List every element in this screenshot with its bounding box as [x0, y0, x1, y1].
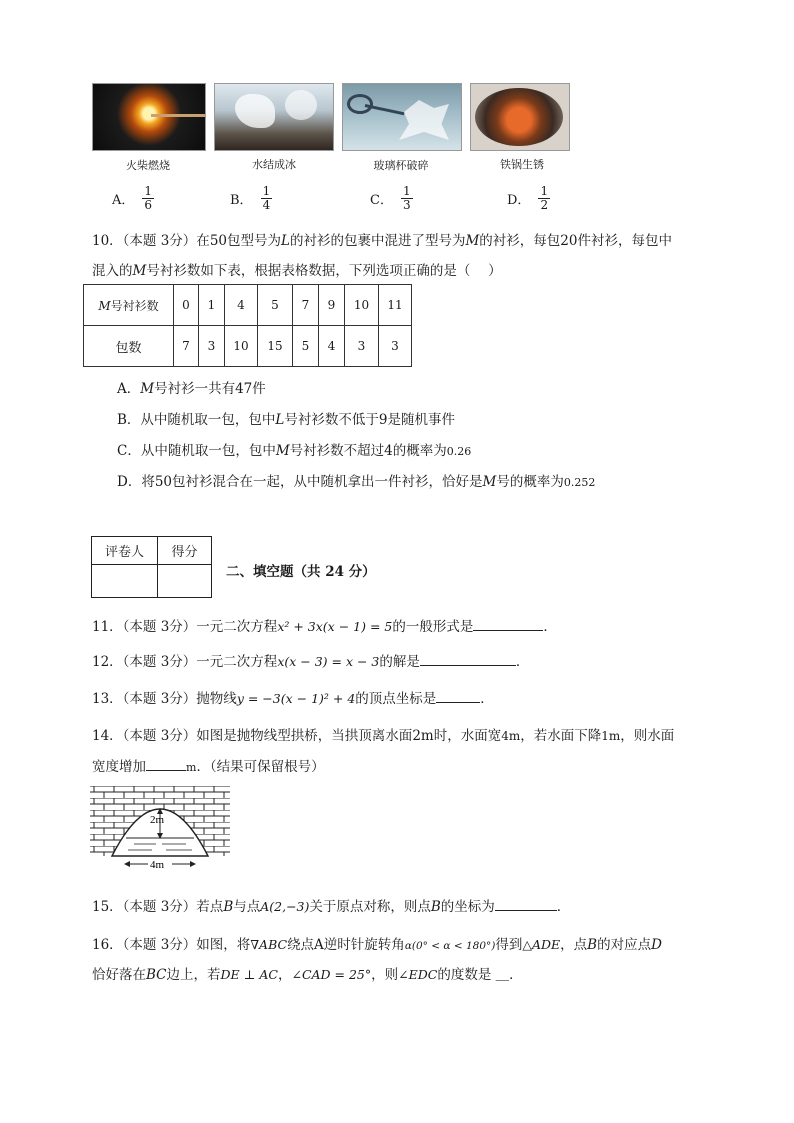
- table-header-label: M号衬衫数: [84, 285, 174, 326]
- q11: 11．（本题 3分）一元二次方程x² + 3x(x − 1) = 5的一般形式是 ．: [92, 619, 557, 635]
- answer-blank[interactable]: [436, 690, 480, 703]
- grader-label: 评卷人: [92, 537, 158, 565]
- bridge-width-label: 4m: [150, 859, 165, 871]
- table-row: 包数 7 3 10 15 5 4 3 3: [84, 326, 412, 367]
- q9-option-d[interactable]: D． $\frac{1}{2}$: [507, 184, 549, 212]
- water-freezing-image: [214, 83, 334, 151]
- score-label: 得分: [158, 537, 212, 565]
- answer-blank[interactable]: [495, 898, 557, 911]
- answer-blank[interactable]: [146, 758, 186, 771]
- bridge-height-label: 2m: [150, 814, 165, 826]
- arch-bridge-diagram: [90, 786, 232, 874]
- answer-blank[interactable]: [420, 653, 516, 666]
- q10-option-b[interactable]: B．从中随机取一包，包中L号衬衫数不低于9是随机事件: [117, 412, 455, 428]
- shirt-count-table: [83, 284, 412, 367]
- q12: 12．（本题 3分）一元二次方程x(x − 3) = x − 3的解是 ．: [92, 654, 530, 670]
- q10-stem-line1: 10．（本题 3分）在50包型号为L的衬衫的包裹中混进了型号为M的衬衫，每包20件衬衫，每包中: [92, 233, 672, 249]
- q10-stem-line2: 混入的M号衬衫数如下表，根据表格数据，下列选项正确的是（ ）: [92, 263, 502, 279]
- fraction: $\frac{1}{4}$: [262, 184, 271, 212]
- fraction: $\frac{1}{6}$: [144, 184, 153, 212]
- match-burning-image: [92, 83, 206, 151]
- answer-blank[interactable]: [473, 618, 543, 631]
- q14-line2: 宽度增加 m．（结果可保留根号）: [92, 759, 325, 775]
- fraction: $\frac{1}{2}$: [540, 184, 549, 212]
- caption-glass-breaking: 玻璃杯破碎: [373, 159, 429, 172]
- score-cell[interactable]: [158, 565, 212, 598]
- q10-option-a[interactable]: A．M号衬衫一共有47件: [117, 381, 266, 397]
- table-row: M号衬衫数 0 1 4 5 7 9 10 11: [84, 285, 412, 326]
- glass-breaking-image: [342, 83, 462, 151]
- q10-option-d[interactable]: D．将50包衬衫混合在一起，从中随机拿出一件衬衫，恰好是M号的概率为0.252: [117, 474, 596, 490]
- caption-water-freezing: 水结成冰: [252, 158, 296, 171]
- grader-cell[interactable]: [92, 565, 158, 598]
- q9-option-b[interactable]: B． $\frac{1}{4}$: [230, 184, 271, 212]
- caption-match-burning: 火柴燃烧: [126, 159, 170, 172]
- q10-option-c[interactable]: C．从中随机取一包，包中M号衬衫数不超过4的概率为0.26: [117, 443, 472, 459]
- table-row-label: 包数: [84, 326, 174, 367]
- q16-line2: 恰好落在BC边上，若DE ⊥ AC，∠CAD = 25°，则∠EDC的度数是 ＿．: [92, 967, 523, 983]
- q13: 13．（本题 3分）抛物线y = −3(x − 1)² + 4的顶点坐标是 ．: [92, 691, 494, 707]
- q9-option-a[interactable]: A． $\frac{1}{6}$: [112, 184, 153, 212]
- q14-line1: 14．（本题 3分）如图是抛物线型拱桥，当拱顶离水面2m时，水面宽4m，若水面下降1m，则水面: [92, 728, 675, 744]
- score-box: [91, 536, 212, 598]
- fraction: $\frac{1}{3}$: [402, 184, 411, 212]
- section-2-title: 二、填空题（共 24 分）: [226, 564, 376, 580]
- caption-iron-rusting: 铁锅生锈: [500, 158, 544, 171]
- iron-pot-rusting-image: [470, 83, 570, 151]
- q15: 15．（本题 3分）若点B与点A(2,−3)关于原点对称，则点B的坐标为 ．: [92, 899, 571, 915]
- q9-option-c[interactable]: C． $\frac{1}{3}$: [370, 184, 411, 212]
- q16-line1: 16．（本题 3分）如图，将∇ABC绕点A逆时针旋转角α(0° < α < 180°)得到△ADE，点B的对应点D: [92, 937, 662, 953]
